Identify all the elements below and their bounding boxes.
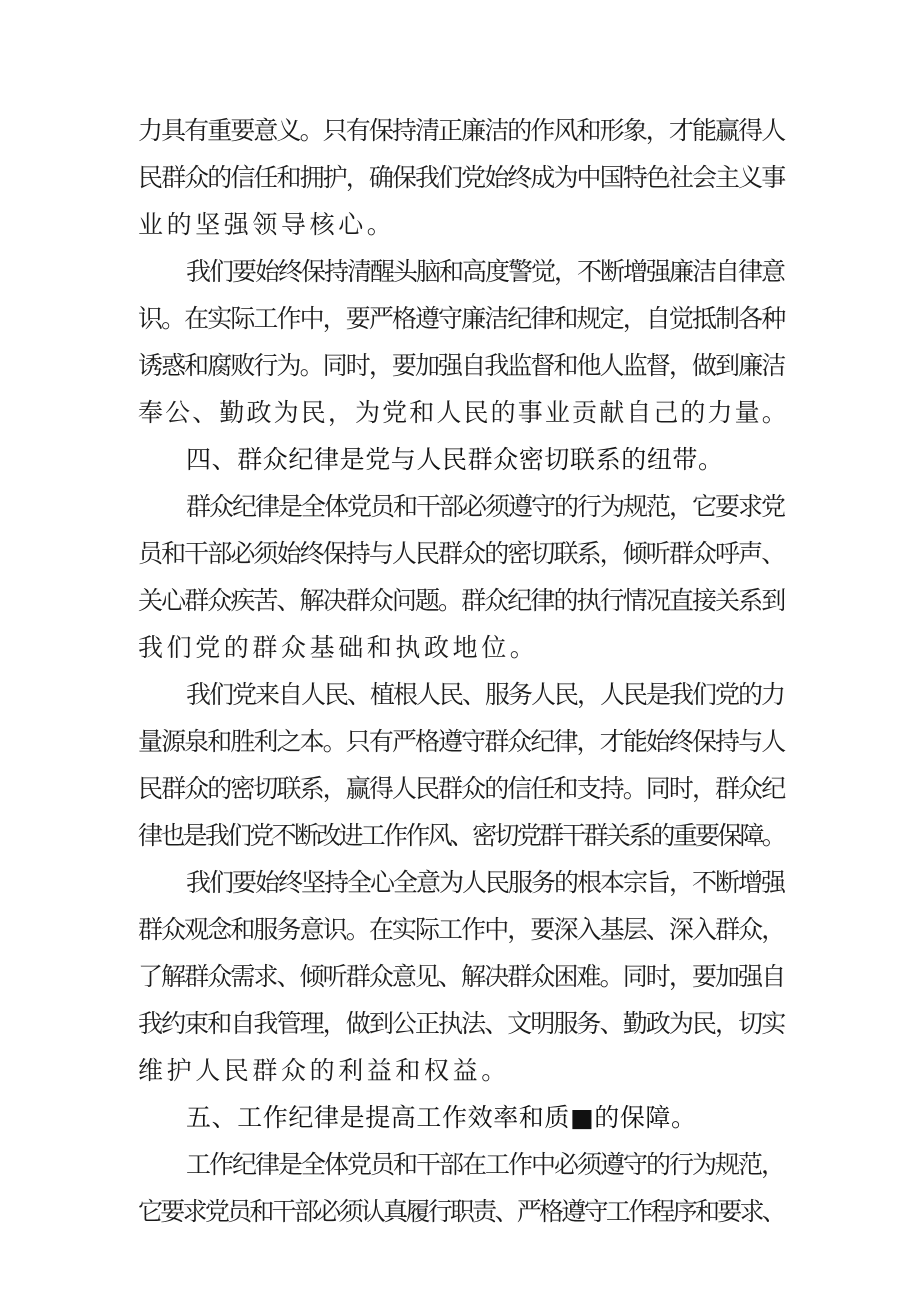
paragraph-line: 力具有重要意义。只有保持清正廉洁的作风和形象，才能赢得人	[138, 116, 785, 145]
paragraph-line: 了解群众需求、倾听群众意见、解决群众困难。同时，要加强自	[138, 962, 785, 991]
paragraph-line: 我约束和自我管理，做到公正执法、文明服务、勤政为民，切实	[138, 1009, 785, 1038]
paragraph-line: 民群众的密切联系，赢得人民群众的信任和支持。同时，群众纪	[138, 774, 785, 803]
paragraph-line: 工作纪律是全体党员和干部在工作中必须遵守的行为规范，	[186, 1150, 785, 1179]
paragraph-line: 量源泉和胜利之本。只有严格遵守群众纪律，才能始终保持与人	[138, 727, 785, 756]
paragraph-line: 诱惑和腐败行为。同时，要加强自我监督和他人监督，做到廉洁	[138, 351, 785, 380]
paragraph-line: 律也是我们党不断改进工作作风、密切党群干群关系的重要保障。	[138, 821, 785, 850]
paragraph-line: 关心群众疾苦、解决群众问题。群众纪律的执行情况直接关系到	[138, 586, 785, 615]
paragraph-line: 民群众的信任和拥护，确保我们党始终成为中国特色社会主义事	[138, 163, 785, 192]
paragraph-line: 奉公、勤政为民，为党和人民的事业贡献自己的力量。	[138, 398, 789, 427]
paragraph-line: 维护人民群众的利益和权益。	[138, 1056, 510, 1085]
paragraph-line: 群众纪律是全体党员和干部必须遵守的行为规范，它要求党	[186, 492, 785, 521]
paragraph-line: 它要求党员和干部必须认真履行职责、严格遵守工作程序和要求、	[138, 1197, 785, 1226]
paragraph-line: 我们要始终保持清醒头脑和高度警觉，不断增强廉洁自律意	[186, 257, 785, 286]
paragraph-line: 识。在实际工作中，要严格遵守廉洁纪律和规定，自觉抵制各种	[138, 304, 785, 333]
section-heading: 四、群众纪律是党与人民群众密切联系的纽带。	[186, 445, 724, 474]
paragraph-line: 业的坚强领导核心。	[138, 210, 396, 239]
paragraph-line: 员和干部必须始终保持与人民群众的密切联系，倾听群众呼声、	[138, 539, 785, 568]
paragraph-line: 我们党来自人民、植根人民、服务人民，人民是我们党的力	[186, 680, 785, 709]
paragraph-line: 我们要始终坚持全心全意为人民服务的根本宗旨，不断增强	[186, 868, 785, 897]
section-heading: 五、工作纪律是提高工作效率和质■的保障。	[186, 1103, 697, 1132]
paragraph-line: 群众观念和服务意识。在实际工作中，要深入基层、深入群众，	[138, 915, 785, 944]
paragraph-line: 我们党的群众基础和执政地位。	[138, 633, 539, 662]
